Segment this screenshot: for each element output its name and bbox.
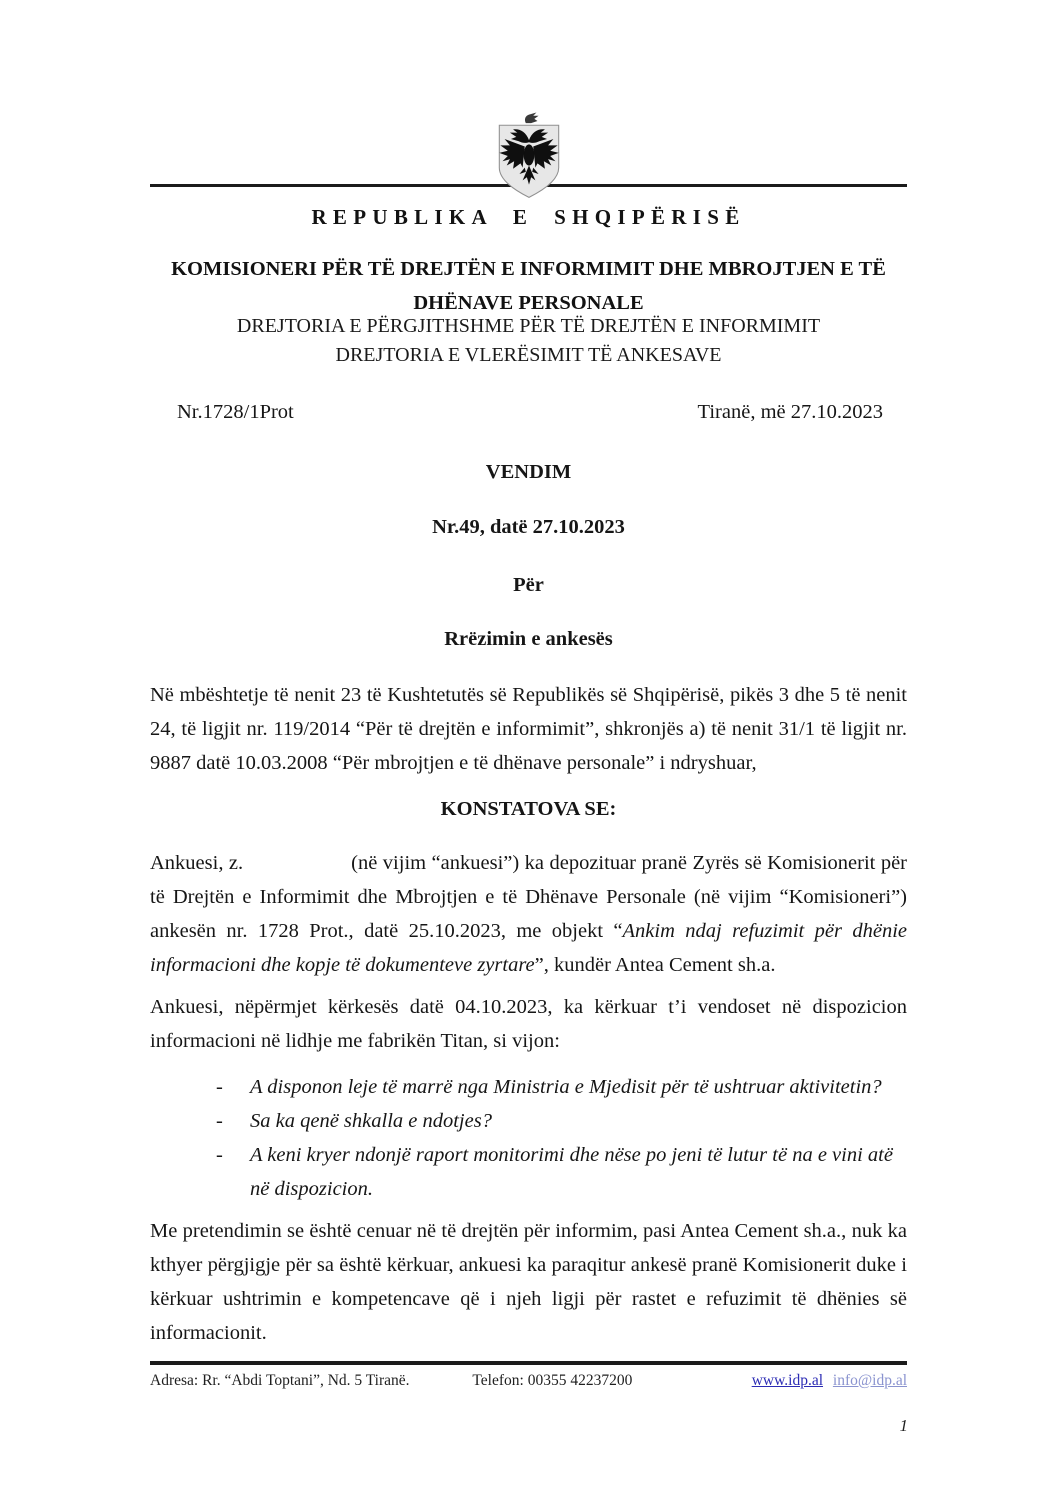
list-item	[150, 1104, 907, 1138]
page-number: 1	[899, 1416, 908, 1435]
footer-address: Adresa: Rr. “Abdi Toptani”, Nd. 5 Tiranë.	[150, 1372, 410, 1389]
document-content	[150, 203, 907, 1350]
protocol-number: Nr.1728/1Prot	[177, 401, 294, 423]
list-item-text: A keni kryer ndonjë raport monitorimi dhe nëse po jeni të lutur të na e vini atë në dispozicion.	[250, 1144, 893, 1200]
complaint-tail: ”, kundër Antea Cement sh.a.	[534, 954, 776, 976]
directorate-general-line: DREJTORIA E PËRGJITHSHME PËR TË DREJTËN E INFORMIMIT	[236, 315, 821, 337]
list-item	[150, 1070, 907, 1104]
website-link[interactable]: www.idp.al	[751, 1372, 824, 1389]
dash-marker: -	[216, 1144, 223, 1166]
decision-subject: Rrëzimin e ankesës	[444, 628, 613, 650]
decision-number-line: Nr.49, datë 27.10.2023	[432, 516, 625, 538]
request-intro-paragraph: Ankuesi, nëpërmjet kërkesës datë 04.10.2023, ka kërkuar t’i vendoset në dispozicion informacioni në lidhje me fabrikën Titan, si vijon:	[150, 996, 907, 1052]
dash-marker: -	[216, 1076, 223, 1098]
request-items-list	[150, 1070, 907, 1206]
decision-for-word: Për	[513, 574, 544, 596]
albanian-eagle-emblem	[494, 112, 564, 200]
institution-title-line1: KOMISIONERI PËR TË DREJTËN E INFORMIMIT DHE MBROJTJEN E TË	[171, 258, 886, 280]
claim-paragraph: Me pretendimin se është cenuar në të drejtën për informim, pasi Antea Cement sh.a., nuk ka kthyer përgjigje për sa është kërkuar, ankuesi ka paraqitur ankesë pranë Komisionerit duke i kërkuar ushtrimin e kompetencave që i njeh ligji për rastet e refuzimit të dhënies së informacionit.	[150, 1220, 907, 1344]
republic-title: REPUBLIKA E SHQIPËRISË	[311, 205, 746, 229]
complaint-object-italic: Ankim ndaj refuzimit për dhënie informacioni dhe kopje të dokumenteve zyrtare	[150, 920, 908, 976]
directorate-complaints-line: DREJTORIA E VLERËSIMIT TË ANKESAVE	[335, 344, 722, 366]
protocol-date-row	[150, 395, 907, 429]
footer-divider-rule	[150, 1361, 907, 1365]
list-item-text: A disponon leje të marrë nga Ministria e Mjedisit për të ushtruar aktivitetin?	[250, 1076, 882, 1098]
complaint-text: (në vijim “ankuesi”) ka depozituar pranë Zyrës së Komisionerit për të Drejtën e Informimit dhe Mbrojtjen e të Dhënave Personale (në vijim “Komisioneri”) ankesën nr. 1728 Prot., datë 25.10.2023, me objekt “	[150, 852, 907, 942]
list-item-text: Sa ka qenë shkalla e ndotjes?	[250, 1110, 492, 1132]
institution-title-line2: DHËNAVE PERSONALE	[413, 292, 644, 314]
email-link[interactable]: info@idp.al	[832, 1372, 907, 1389]
footer	[150, 1370, 907, 1392]
institution-title	[150, 252, 907, 320]
decision-heading: VENDIM	[485, 461, 572, 483]
footer-links	[700, 1370, 907, 1392]
dash-marker: -	[216, 1110, 223, 1132]
footer-phone: Telefon: 00355 42237200	[472, 1372, 633, 1389]
place-and-date: Tiranë, më 27.10.2023	[697, 401, 883, 423]
complaint-lead: Ankuesi, z.	[150, 852, 244, 874]
finding-heading: KONSTATOVA SE:	[440, 798, 617, 820]
coat-of-arms-icon	[494, 112, 564, 200]
complaint-paragraph	[150, 846, 907, 982]
list-item	[150, 1138, 907, 1206]
legal-basis-paragraph: Në mbështetje të nenit 23 të Kushtetutës së Republikës së Shqipërisë, pikës 3 dhe 5 të nenit 24, të ligjit nr. 119/2014 “Për të drejtën e informimit”, shkronjës a) të nenit 31/1 të ligjit nr. 9887 datë 10.03.2008 “Për mbrojtjen e të dhënave personale” i ndryshuar,	[150, 684, 907, 774]
